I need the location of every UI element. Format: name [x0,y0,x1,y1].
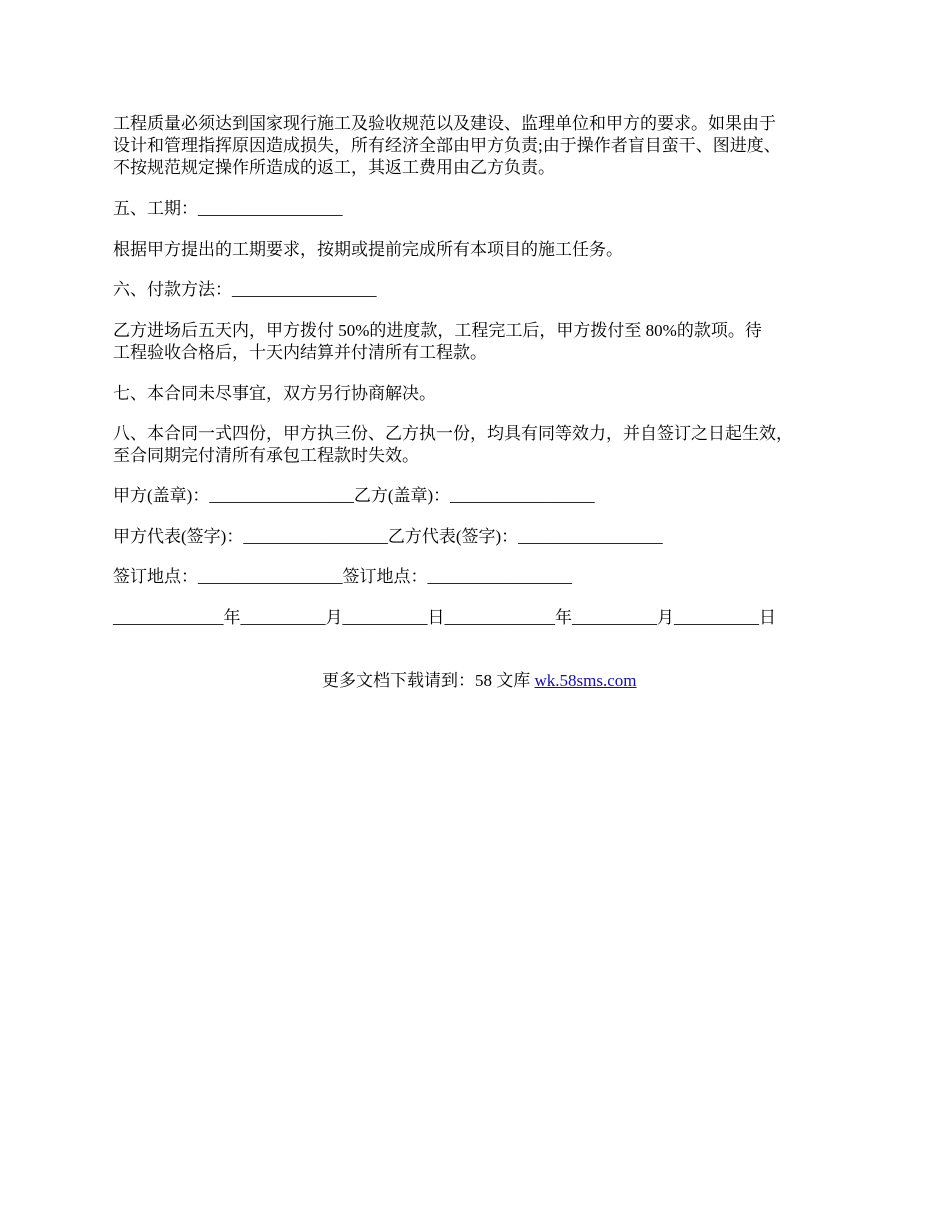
footer [0,648,950,692]
section-8-copies [113,423,793,467]
paragraph-line: 设计和管理指挥原因造成损失，所有经济全部由甲方负责;由于操作者盲目蛮干、图进度、 [113,136,781,155]
footer-link[interactable]: wk.58sms.com [534,671,637,690]
paragraph-quality [113,113,781,179]
signature-representative-line: 甲方代表(签字)：_________________乙方代表(签字)：_________________ [113,527,663,546]
paragraph-line: 八、本合同一式四份，甲方执三份、乙方执一份，均具有同等效力，并自签订之日起生效， [113,424,793,443]
footer-text: 更多文档下载请到：58 文库 [322,671,535,690]
paragraph-line: 工程质量必须达到国家现行施工及验收规范以及建设、监理单位和甲方的要求。如果由于 [113,114,776,133]
paragraph-line: 工程验收合格后，十天内结算并付清所有工程款。 [113,343,487,362]
paragraph-duration: 根据甲方提出的工期要求，按期或提前完成所有本项目的施工任务。 [113,240,623,259]
signature-date-line: _____________年__________月__________日_____________年__________月__________日 [113,608,776,627]
section-7-misc: 七、本合同未尽事宜，双方另行协商解决。 [113,384,436,403]
paragraph-line: 乙方进场后五天内，甲方拨付 50%的进度款，工程完工后，甲方拨付至 80%的款项。待 [113,321,762,340]
signature-place-line: 签订地点：_________________签订地点：_________________ [113,567,572,586]
paragraph-line: 不按规范规定操作所造成的返工，其返工费用由乙方负责。 [113,158,555,177]
paragraph-payment [113,320,762,364]
paragraph-line: 至合同期完付清所有承包工程款时失效。 [113,446,419,465]
section-6-payment: 六、付款方法：_________________ [113,280,377,299]
section-5-duration: 五、工期：_________________ [113,199,343,218]
signature-seal-line: 甲方(盖章)：_________________乙方(盖章)：_________________ [113,486,595,505]
